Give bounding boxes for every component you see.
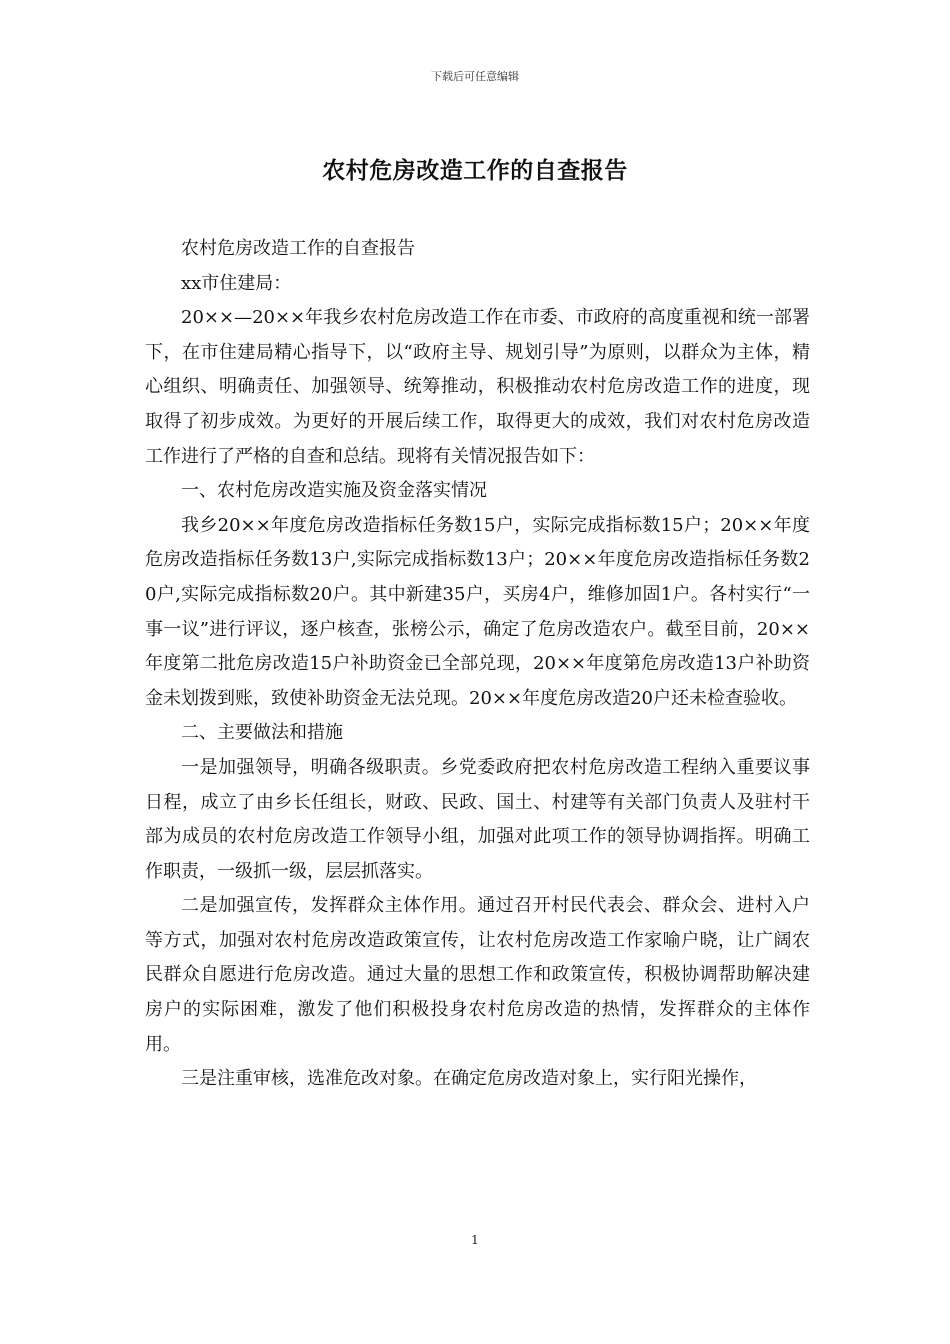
paragraph-measure-1: 一是加强领导，明确各级职责。乡党委政府把农村危房改造工程纳入重要议事日程，成立了由乡长任组长，财政、民政、国土、村建等有关部门负责人及驻村干部为成员的农村危房改造工作领导小组，加强对此项工作的领导协调指挥。明确工作职责，一级抓一级，层层抓落实。 — [145, 756, 810, 882]
page-number: 1 — [471, 1233, 479, 1247]
section-heading-2: 二、主要做法和措施 — [181, 722, 343, 744]
paragraph-measure-2: 二是加强宣传，发挥群众主体作用。通过召开村民代表会、群众会、进村入户等方式，加强对农村危房改造政策宣传，让农村危房改造工作家喻户晓，让广阔农民群众自愿进行危房改造。通过大量的思想工作和政策宣传，积极协调帮助解决建房户的实际困难，激发了他们积极投身农村危房改造的热情，发挥群众的主体作用。 — [145, 895, 810, 1055]
paragraph-salutation: xx市住建局： — [181, 272, 292, 294]
document-body — [145, 232, 810, 1097]
document-title: 农村危房改造工作的自查报告 — [322, 158, 628, 184]
paragraph-measure-3: 三是注重审核，选准危改对象。在确定危房改造对象上，实行阳光操作， — [181, 1068, 757, 1090]
header-note: 下载后可任意编辑 — [431, 70, 519, 83]
paragraph-implementation: 我乡20××年度危房改造指标任务数15户，实际完成指标数15户；20××年度危房改造指标任务数13户,实际完成指标数13户；20××年度危房改造指标任务数20户,实际完成指标数20户。其中新建35户，买房4户，维修加固1户。各村实行“一事一议”进行评议，逐户核查，张榜公示，确定了危房改造农户。截至目前，20××年度第二批危房改造15户补助资金已全部兑现，20××年度第危房改造13户补助资金未划拨到账，致使补助资金无法兑现。20××年度危房改造20户还未检查验收。 — [145, 514, 810, 709]
section-heading-1: 一、农村危房改造实施及资金落实情况 — [181, 480, 487, 502]
paragraph-intro: 20××—20××年我乡农村危房改造工作在市委、市政府的高度重视和统一部署下，在市住建局精心指导下，以“政府主导、规划引导”为原则，以群众为主体，精心组织、明确责任、加强领导、统筹推动，积极推动农村危房改造工作的进度，现取得了初步成效。为更好的开展后续工作，取得更大的成效，我们对农村危房改造工作进行了严格的自查和总结。现将有关情况报告如下： — [145, 307, 810, 467]
paragraph-subtitle: 农村危房改造工作的自查报告 — [181, 238, 415, 259]
